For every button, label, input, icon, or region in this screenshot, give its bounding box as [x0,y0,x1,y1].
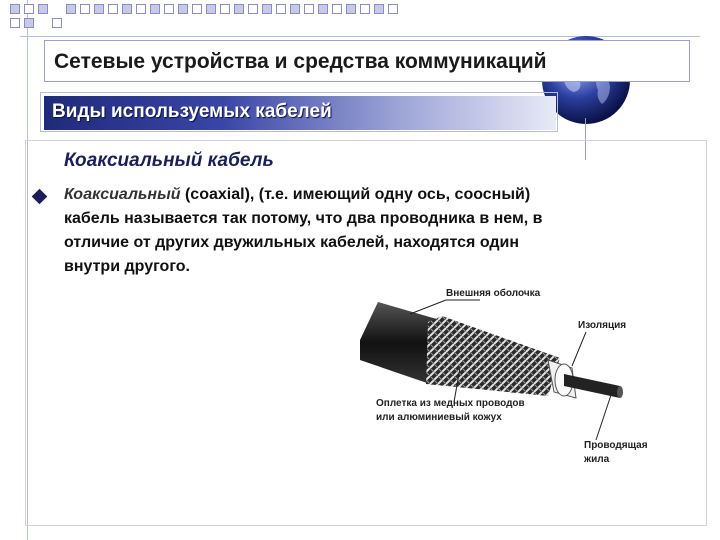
deco-square [192,4,202,14]
deco-square [304,4,314,14]
leader-insulation [572,332,586,366]
deco-square [52,18,62,28]
deco-square [178,4,188,14]
deco-square [94,4,104,14]
deco-square [150,4,160,14]
deco-square [388,4,398,14]
deco-square [262,4,272,14]
deco-square [136,4,146,14]
deco-square [122,4,132,14]
deco-square [276,4,286,14]
label-core-line2: жила [584,454,610,465]
deco-square [38,4,48,14]
conductor-core-end [617,386,623,398]
paragraph-line-1 [64,183,704,207]
deco-square [220,4,230,14]
term-coaxial: Коаксиальный [64,186,181,203]
deco-square [10,4,20,14]
deco-square [164,4,174,14]
label-insulation: Изоляция [578,320,627,331]
deco-square [248,4,258,14]
deco-square [108,4,118,14]
page-subtitle: Виды используемых кабелей [52,101,332,122]
deco-square [360,4,370,14]
paragraph-line-4: внутри другого. [64,258,190,275]
deco-square [24,4,34,14]
deco-square [290,4,300,14]
deco-square [346,4,356,14]
deco-square [80,4,90,14]
label-braid-line2: или алюминиевый кожух [376,412,502,423]
section-heading: Коаксиальный кабель [64,150,274,171]
decorative-squares [0,0,420,40]
deco-square [374,4,384,14]
paragraph-line-1-rest: (coaxial), (т.е. имеющий одну ось, соосный) [180,186,531,203]
deco-square [318,4,328,14]
deco-square [10,18,20,28]
label-core-line1: Проводящая [584,440,648,451]
coaxial-cable-diagram [350,280,680,470]
deco-square [66,4,76,14]
page-title: Сетевые устройства и средства коммуникаций [54,50,547,73]
deco-square [24,18,34,28]
braid-layer [426,316,560,396]
leader-core [596,392,612,440]
paragraph-line-3: отличие от других двужильных кабелей, находятся один [64,234,520,251]
paragraph-line-2: кабель называется так потому, что два проводника в нем, в [64,210,543,227]
leader-outer-sheath [410,300,446,314]
deco-square [206,4,216,14]
paragraph [64,183,704,279]
deco-square [234,4,244,14]
label-braid-line1: Оплетка из медных проводов [376,398,525,409]
label-outer-sheath: Внешняя оболочка [446,288,541,299]
deco-square [332,4,342,14]
